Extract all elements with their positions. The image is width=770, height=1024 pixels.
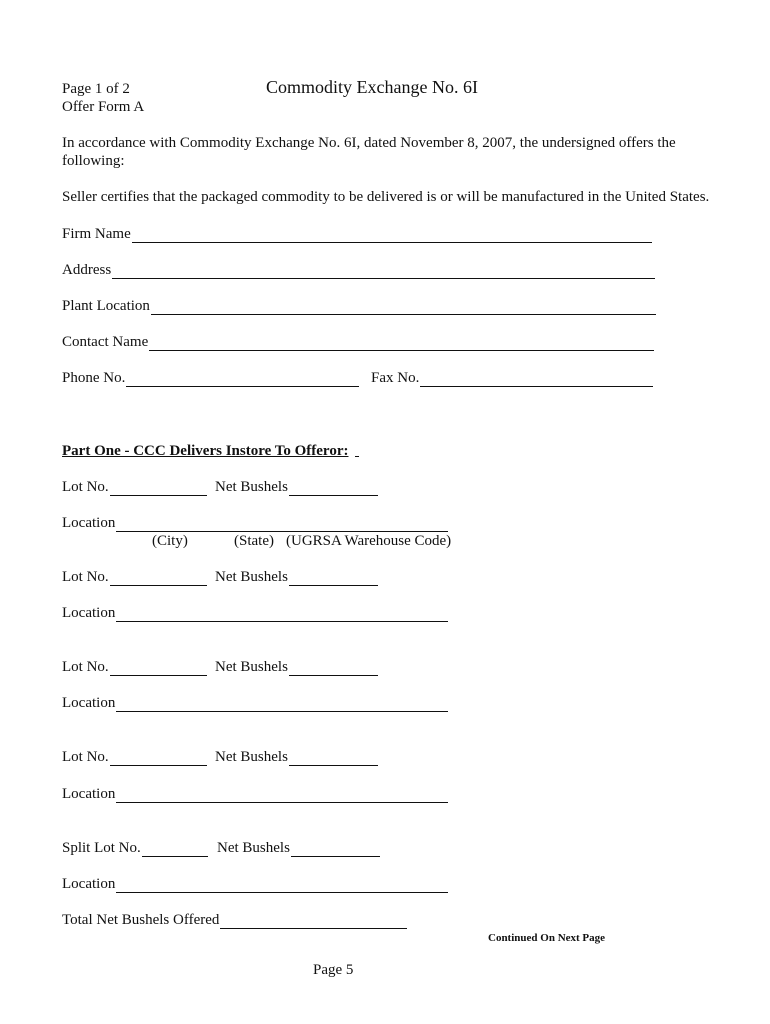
certification-paragraph: Seller certifies that the packaged commodity to be delivered is or will be manufactured in the United States. (62, 189, 710, 205)
total-net-bushels-blank[interactable] (220, 914, 407, 929)
address-field[interactable] (62, 261, 655, 279)
lot-label: Lot No. (62, 749, 109, 765)
total-net-bushels-field[interactable] (62, 911, 407, 929)
fax-field[interactable] (371, 369, 653, 387)
location-label: Location (62, 515, 116, 531)
firm-name-field[interactable] (62, 225, 652, 243)
net-bushels-2-field[interactable] (215, 568, 378, 586)
location-3-blank[interactable] (116, 697, 448, 712)
warehouse-code-caption: (UGRSA Warehouse Code) (286, 533, 452, 549)
location-label: Location (62, 695, 116, 711)
location-2-blank[interactable] (116, 607, 448, 622)
lot-2-blank[interactable] (110, 571, 207, 586)
lot-2-field[interactable] (62, 568, 207, 586)
contact-name-field[interactable] (62, 333, 654, 351)
lot-4-blank[interactable] (110, 751, 207, 766)
form-name: Offer Form A (62, 99, 145, 115)
city-caption: (City) (152, 533, 188, 549)
location-3-field[interactable] (62, 694, 448, 712)
location-label: Location (62, 876, 116, 892)
location-2-field[interactable] (62, 604, 448, 622)
location-split-blank[interactable] (116, 878, 448, 893)
net-bushels-label: Net Bushels (217, 840, 290, 856)
location-1-field[interactable] (62, 514, 448, 532)
contact-name-blank[interactable] (149, 336, 654, 351)
lot-3-field[interactable] (62, 658, 207, 676)
firm-name-blank[interactable] (132, 228, 652, 243)
lot-3-blank[interactable] (110, 661, 207, 676)
location-1-blank[interactable] (116, 517, 448, 532)
state-caption: (State) (234, 533, 274, 549)
location-4-field[interactable] (62, 785, 448, 803)
location-label: Location (62, 786, 116, 802)
page-indicator: Page 1 of 2 (62, 81, 130, 97)
part-one-heading: Part One - CCC Delivers Instore To Offeror: (62, 443, 349, 459)
form-title: Commodity Exchange No. 6I (266, 77, 478, 97)
net-bushels-label: Net Bushels (215, 569, 288, 585)
plant-location-label: Plant Location (62, 298, 150, 314)
lot-label: Lot No. (62, 569, 109, 585)
firm-name-label: Firm Name (62, 226, 131, 242)
location-label: Location (62, 605, 116, 621)
lot-1-blank[interactable] (110, 481, 207, 496)
net-bushels-1-blank[interactable] (289, 481, 378, 496)
split-lot-blank[interactable] (142, 842, 208, 857)
total-net-bushels-label: Total Net Bushels Offered (62, 912, 220, 928)
location-split-field[interactable] (62, 875, 448, 893)
lot-label: Lot No. (62, 479, 109, 495)
intro-paragraph: In accordance with Commodity Exchange No. 6I, dated November 8, 2007, the undersigned offers the following: (62, 135, 676, 169)
location-4-blank[interactable] (116, 788, 448, 803)
fax-blank[interactable] (420, 372, 653, 387)
split-lot-label: Split Lot No. (62, 840, 141, 856)
net-bushels-label: Net Bushels (215, 479, 288, 495)
net-bushels-label: Net Bushels (215, 749, 288, 765)
net-bushels-2-blank[interactable] (289, 571, 378, 586)
fax-label: Fax No. (371, 370, 420, 386)
lot-label: Lot No. (62, 659, 109, 675)
lot-1-field[interactable] (62, 478, 207, 496)
net-bushels-3-blank[interactable] (289, 661, 378, 676)
net-bushels-3-field[interactable] (215, 658, 378, 676)
contact-name-label: Contact Name (62, 334, 149, 350)
net-bushels-split-blank[interactable] (291, 842, 380, 857)
net-bushels-4-blank[interactable] (289, 751, 378, 766)
address-blank[interactable] (112, 264, 655, 279)
address-label: Address (62, 262, 112, 278)
phone-blank[interactable] (126, 372, 359, 387)
lot-4-field[interactable] (62, 748, 207, 766)
page-number: Page 5 (313, 962, 354, 978)
net-bushels-1-field[interactable] (215, 478, 378, 496)
net-bushels-label: Net Bushels (215, 659, 288, 675)
phone-field[interactable] (62, 369, 359, 387)
heading-underline-tail (355, 456, 359, 457)
split-lot-field[interactable] (62, 839, 208, 857)
plant-location-field[interactable] (62, 297, 656, 315)
net-bushels-split-field[interactable] (217, 839, 380, 857)
net-bushels-4-field[interactable] (215, 748, 378, 766)
phone-label: Phone No. (62, 370, 126, 386)
continued-note: Continued On Next Page (488, 932, 606, 944)
plant-location-blank[interactable] (151, 300, 656, 315)
